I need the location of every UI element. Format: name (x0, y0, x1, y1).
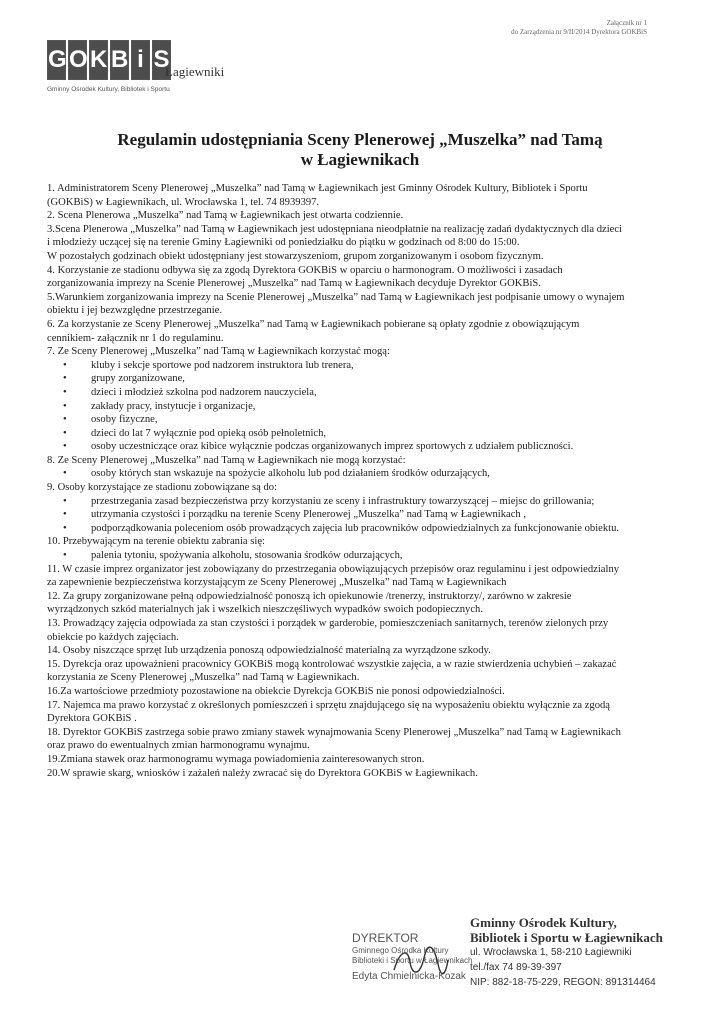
director-name: Edyta Chmielnicka-Kozak (352, 971, 466, 982)
paragraph: 15. Dyrekcja oraz upoważnieni pracownicy GOKBiS mogą kontrolować wszystkie zajęcia, a w razie stwierdzenia uchybień – zakazać korzystania ze Sceny Plenerowej „Muszelka” nad Tamą w Łagiewnikach. (47, 658, 617, 684)
paragraph: 3.Scena Plenerowa „Muszelka” nad Tamą w Łagiewnikach jest udostępniana nieodpłatnie na realizację zadań dydaktycznych dla dzieci i młodzieży uczącej się na terenie Gminy Łagiewniki od poniedziałku do piątku w godzinach od 8:00 do 15:00. (47, 223, 623, 249)
director-title: DYREKTOR (352, 931, 419, 945)
logo-letter: B (110, 40, 129, 80)
logo-letter: i (131, 40, 150, 80)
logo-subtitle: Gminny Ośrodek Kultury, Bibliotek i Sportu (47, 86, 170, 93)
list-item: • osoby fizyczne, (91, 413, 627, 427)
list-item: • przestrzegania zasad bezpieczeństwa przy korzystaniu ze sceny i infrastruktury towarzyszącej – miejsc do grillowania; (91, 495, 627, 509)
logo-letter: K (89, 40, 108, 80)
paragraph: 2. Scena Plenerowa „Muszelka” nad Tamą w Łagiewnikach jest otwarta codziennie. (47, 210, 404, 222)
paragraph: 17. Najemca ma prawo korzystać z określonych pomieszczeń i sprzętu znajdującego się na wyposażeniu obiektu wyłącznie za zgodą Dyrektora GOKBiS . (47, 699, 611, 725)
list-item: • grupy zorganizowane, (91, 372, 627, 386)
institution-stamp (470, 915, 663, 990)
list-item: • podporządkowania poleceniom osób prowadzących zajęcia lub pracowników odpowiedzialnych za funkcjonowanie obiektu. (91, 522, 627, 536)
attachment-note-line2: do Zarządzenia nr 9/II/2014 Dyrektora GOKBiS (511, 28, 647, 36)
list-allowed-users (47, 359, 627, 454)
director-institution-2: Biblioteki i Sportu w Łagiewnikach (352, 956, 473, 965)
stamp-ids: NIP: 882-18-75-229, REGON: 891314464 (470, 977, 656, 988)
list-obligations (47, 495, 627, 536)
title-line1: Regulamin udostępniania Sceny Plenerowej „Muszelka” nad Tamą (117, 130, 603, 149)
paragraph: 10. Przebywającym na terenie obiektu zabrania się: (47, 536, 265, 548)
paragraph: 16.Za wartościowe przedmioty pozostawione na obiekcie Dyrekcja GOKBiS nie ponosi odpowiedzialności. (47, 685, 505, 697)
paragraph: 7. Ze Sceny Plenerowej „Muszelka” nad Tamą w Łagiewnikach korzystać mogą: (47, 346, 390, 358)
list-item: • utrzymania czystości i porządku na terenie Sceny Plenerowej „Muszelka” nad Tamą w Łagiewnikach , (91, 508, 627, 522)
signature-icon (390, 940, 450, 980)
paragraph: 12. Za grupy zorganizowane pełną odpowiedzialność ponoszą ich opiekunowie /trenerzy, instruktorzy/, zarówno w zakresie wyrządzonych szkód materialnych jak i wszelkich nieszczęśliwych wypadków swoich podopiecznych. (47, 590, 572, 616)
list-prohibitions (47, 549, 627, 563)
paragraph: 14. Osoby niszczące sprzęt lub urządzenia ponoszą odpowiedzialność materialną za wyrządzone szkody. (47, 645, 491, 657)
list-item: • osoby uczestniczące oraz kibice wyłącznie podczas organizowanych imprez sportowych z udziałem publiczności. (91, 440, 627, 454)
list-item: • kluby i sekcje sportowe pod nadzorem instruktora lub trenera, (91, 359, 627, 373)
paragraph: 11. W czasie imprez organizator jest zobowiązany do przestrzegania obowiązujących przepisów oraz regulaminu i jest odpowiedzialny za zapewnienie bezpieczeństwa korzystającym ze Sceny Plenerowej „Muszelka” nad Tamą w Łagiewnikach (47, 563, 620, 589)
logo-place-name: Łagiewniki (165, 64, 225, 79)
attachment-note-line1: Załącznik nr 1 (606, 19, 647, 27)
paragraph: 8. Ze Sceny Plenerowej „Muszelka” nad Tamą w Łagiewnikach nie mogą korzystać: (47, 454, 406, 466)
stamp-line: Gminny Ośrodek Kultury, (470, 915, 617, 930)
paragraph: W pozostałych godzinach obiekt udostępniany jest stowarzyszeniom, grupom zorganizowanym i osobom fizycznym. (47, 250, 544, 262)
paragraph: 20.W sprawie skarg, wniosków i zażaleń należy zwracać się do Dyrektora GOKBiS w Łagiewnikach. (47, 767, 478, 779)
logo-letter: S (152, 40, 171, 80)
paragraph: 6. Za korzystanie ze Sceny Plenerowej „Muszelka” nad Tamą w Łagiewnikach pobierane są opłaty zgodnie z obowiązującym cennikiem- załącznik nr 1 do regulaminu. (47, 318, 580, 344)
list-item: • osoby których stan wskazuje na spożycie alkoholu lub pod działaniem środków odurzających, (91, 467, 627, 481)
logo-letters (47, 40, 171, 80)
paragraph: 18. Dyrektor GOKBiS zastrzega sobie prawo zmiany stawek wynajmowania Sceny Plenerowej „Muszelka” nad Tamą w Łagiewnikach oraz prawo do ewentualnych zmian harmonogramu wynajmu. (47, 726, 621, 752)
gokbis-logo (47, 40, 247, 100)
list-item: • dzieci do lat 7 wyłącznie pod opieką osób pełnoletnich, (91, 427, 627, 441)
paragraph: 4. Korzystanie ze stadionu odbywa się za zgodą Dyrektora GOKBiS w oparciu o harmonogram. O możliwości i zasadach zorganizowania imprezy na Scenie Plenerowej „Muszelka” nad Tamą w Łagiewnikach decyduje Dyrektor GOKBiS. (47, 264, 563, 290)
title-line2: w Łagiewnikach (300, 150, 420, 169)
attachment-note (387, 19, 647, 37)
official-stamp (350, 915, 690, 1010)
list-item: • dzieci i młodzież szkolna pod nadzorem nauczyciela, (91, 386, 627, 400)
paragraph: 13. Prowadzący zajęcia odpowiada za stan czystości i porządek w garderobie, pomieszczeniach sanitarnych, terenów zielonych przy obiekcie po każdych zajęciach. (47, 618, 609, 643)
director-institution: Gminnego Ośrodka Kultury (352, 946, 449, 955)
stamp-line: Bibliotek i Sportu w Łagiewnikach (470, 930, 663, 945)
logo-letter: G (47, 40, 66, 80)
regulation-body (47, 182, 627, 780)
list-item: • palenia tytoniu, spożywania alkoholu, stosowania środków odurzających, (91, 549, 627, 563)
list-forbidden-users (47, 467, 627, 481)
paragraph: 19.Zmiana stawek oraz harmonogramu wymaga powiadomienia zainteresowanych stron. (47, 753, 425, 765)
list-item: • zakłady pracy, instytucje i organizacje, (91, 400, 627, 414)
paragraph: 5.Warunkiem zorganizowania imprezy na Scenie Plenerowej „Muszelka” nad Tamą w Łagiewnikach jest podpisanie umowy o wynajem obiektu i jej bezwzględne przestrzeganie. (47, 291, 625, 317)
paragraph: 1. Administratorem Sceny Plenerowej „Muszelka” nad Tamą w Łagiewnikach jest Gminny Ośrodek Kultury, Bibliotek i Sportu (GOKBiS) w Łagiewnikach, ul. Wrocławska 1, tel. 74 8939397. (47, 183, 588, 208)
logo-letter: O (68, 40, 87, 80)
paragraph: 9. Osoby korzystające ze stadionu zobowiązane są do: (47, 482, 278, 494)
stamp-address: ul. Wrocławska 1, 58-210 Łagiewniki (470, 947, 632, 958)
stamp-phone: tel./fax 74 89-39-397 (470, 962, 562, 973)
document-title (80, 130, 640, 170)
